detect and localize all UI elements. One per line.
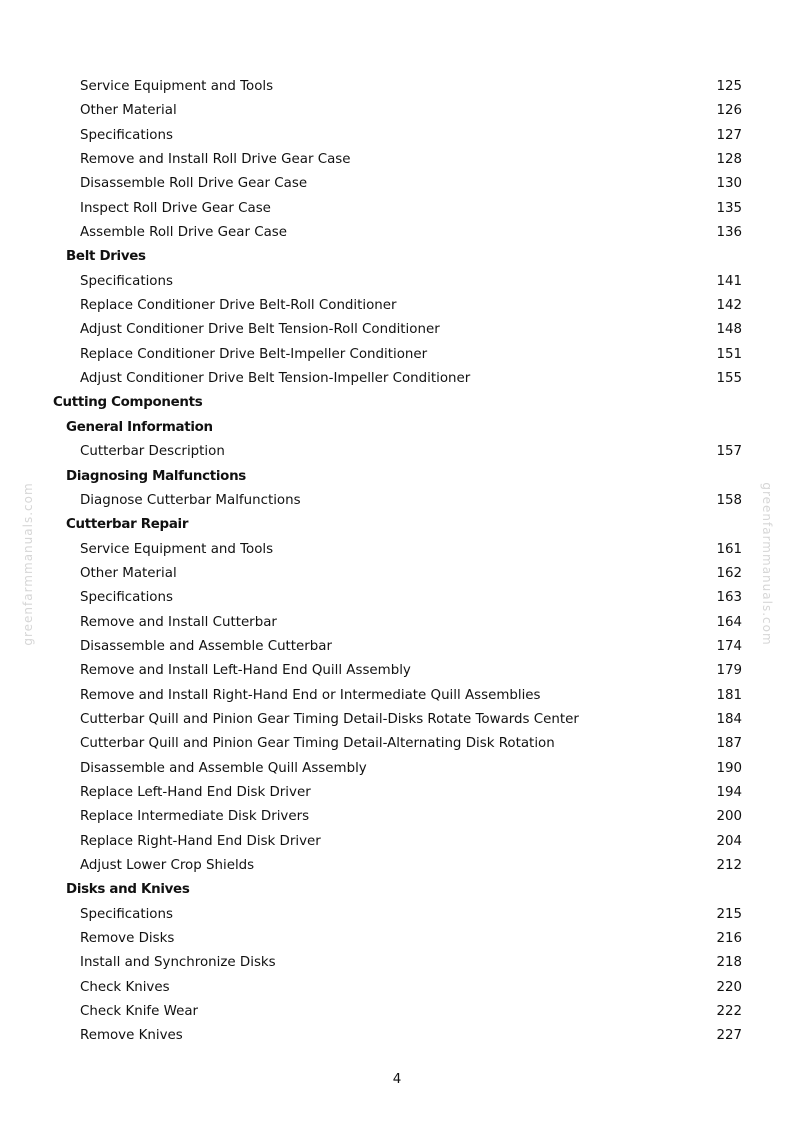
toc-entry-page-number: 200 <box>716 809 742 825</box>
toc-entry[interactable] <box>0 586 794 610</box>
toc-entry[interactable] <box>0 854 794 878</box>
toc-entry-title: Specifications <box>80 273 173 289</box>
toc-entry-title: Disassemble and Assemble Cutterbar <box>80 638 333 654</box>
toc-entry-page-number: 194 <box>716 784 742 800</box>
toc-section-heading <box>0 245 794 269</box>
toc-entry-title: Cutting Components <box>53 395 203 411</box>
toc-entry[interactable] <box>0 708 794 732</box>
toc-entry[interactable] <box>0 659 794 683</box>
toc-entry-title: Remove Knives <box>80 1028 183 1044</box>
toc-entry-page-number: 136 <box>716 225 742 241</box>
toc-entry[interactable] <box>0 270 794 294</box>
toc-entry-title: Specifications <box>80 127 173 143</box>
toc-entry[interactable] <box>0 172 794 196</box>
toc-entry[interactable] <box>0 635 794 659</box>
toc-entry-page-number: 227 <box>716 1028 742 1044</box>
toc-entry-title: Remove and Install Roll Drive Gear Case <box>80 152 351 168</box>
toc-entry-title: Cutterbar Description <box>80 444 225 460</box>
toc-entry[interactable] <box>0 1000 794 1024</box>
toc-entry-page-number: 130 <box>716 176 742 192</box>
toc-entry-title: Check Knife Wear <box>80 1004 199 1020</box>
toc-entry-title: Diagnose Cutterbar Malfunctions <box>80 492 301 508</box>
toc-entry-page-number: 148 <box>716 322 742 338</box>
toc-entry-title: Other Material <box>80 103 177 119</box>
toc-entry-page-number: 161 <box>716 541 742 557</box>
toc-entry-page-number: 179 <box>716 663 742 679</box>
toc-entry-page-number: 125 <box>716 79 742 94</box>
toc-entry[interactable] <box>0 805 794 829</box>
toc-entry-page-number: 127 <box>716 127 742 143</box>
toc-entry-title: Install and Synchronize Disks <box>80 955 276 971</box>
table-of-contents <box>0 75 794 1049</box>
toc-entry-page-number: 187 <box>716 736 742 752</box>
toc-entry-page-number: 157 <box>716 444 742 460</box>
toc-entry-page-number: 218 <box>716 955 742 971</box>
toc-entry-page-number: 181 <box>716 687 742 703</box>
toc-section-heading <box>0 465 794 489</box>
toc-entry-title: Disassemble and Assemble Quill Assembly <box>80 760 367 776</box>
toc-entry-page-number: 174 <box>716 638 742 654</box>
toc-entry[interactable] <box>0 611 794 635</box>
toc-entry[interactable] <box>0 75 794 99</box>
toc-entry-title: Inspect Roll Drive Gear Case <box>80 200 271 216</box>
toc-entry-title: Replace Left-Hand End Disk Driver <box>80 784 311 800</box>
toc-entry-title: Other Material <box>80 565 177 581</box>
toc-entry-title: Disassemble Roll Drive Gear Case <box>80 176 308 192</box>
toc-entry[interactable] <box>0 781 794 805</box>
toc-entry[interactable] <box>0 367 794 391</box>
toc-entry-title: Remove Disks <box>80 931 175 947</box>
toc-entry-title: Remove and Install Cutterbar <box>80 614 277 630</box>
toc-entry-title: Replace Right-Hand End Disk Driver <box>80 833 321 849</box>
toc-entry[interactable] <box>0 976 794 1000</box>
toc-section-heading <box>0 416 794 440</box>
toc-entry[interactable] <box>0 440 794 464</box>
watermark-left: greenfarmmanuals.com <box>21 482 35 646</box>
toc-chapter-heading <box>0 391 794 415</box>
toc-entry[interactable] <box>0 757 794 781</box>
toc-entry-page-number: 164 <box>716 614 742 630</box>
toc-entry-page-number: 220 <box>716 979 742 995</box>
toc-entry[interactable] <box>0 1024 794 1048</box>
toc-entry-title: Belt Drives <box>66 249 146 265</box>
toc-entry-title: Remove and Install Right-Hand End or Intermediate Quill Assemblies <box>80 687 541 703</box>
toc-entry-page-number: 135 <box>716 200 742 216</box>
toc-entry[interactable] <box>0 732 794 756</box>
toc-entry-page-number: 128 <box>716 152 742 168</box>
toc-entry-title: Adjust Lower Crop Shields <box>80 858 255 873</box>
toc-entry-title: Replace Intermediate Disk Drivers <box>80 809 310 825</box>
toc-entry[interactable] <box>0 903 794 927</box>
toc-entry-title: Adjust Conditioner Drive Belt Tension-Impeller Conditioner <box>80 371 471 387</box>
toc-entry[interactable] <box>0 99 794 123</box>
toc-entry-page-number: 142 <box>716 298 742 314</box>
toc-entry[interactable] <box>0 562 794 586</box>
toc-entry-title: Adjust Conditioner Drive Belt Tension-Roll Conditioner <box>80 322 440 338</box>
toc-entry[interactable] <box>0 221 794 245</box>
toc-entry-page-number: 184 <box>716 711 742 727</box>
toc-entry-page-number: 163 <box>716 590 742 606</box>
toc-entry-title: Disks and Knives <box>66 882 190 898</box>
watermark-right: greenfarmmanuals.com <box>760 482 774 646</box>
toc-entry-page-number: 151 <box>716 346 742 362</box>
toc-entry[interactable] <box>0 318 794 342</box>
toc-entry-page-number: 222 <box>716 1004 742 1020</box>
toc-entry[interactable] <box>0 489 794 513</box>
toc-entry-page-number: 212 <box>716 858 742 873</box>
toc-entry-page-number: 155 <box>716 371 742 387</box>
toc-entry[interactable] <box>0 538 794 562</box>
toc-entry[interactable] <box>0 343 794 367</box>
toc-entry[interactable] <box>0 830 794 854</box>
toc-entry-title: Replace Conditioner Drive Belt-Roll Conditioner <box>80 298 397 314</box>
toc-entry-title: Service Equipment and Tools <box>80 79 274 94</box>
toc-entry-title: Cutterbar Repair <box>66 517 189 533</box>
toc-entry-page-number: 215 <box>716 906 742 922</box>
toc-entry-title: Specifications <box>80 906 173 922</box>
toc-entry-title: Cutterbar Quill and Pinion Gear Timing Detail-Disks Rotate Towards Center <box>80 711 579 727</box>
toc-entry[interactable] <box>0 294 794 318</box>
toc-entry-title: Service Equipment and Tools <box>80 541 274 557</box>
toc-entry[interactable] <box>0 124 794 148</box>
toc-entry[interactable] <box>0 684 794 708</box>
toc-entry-title: Cutterbar Quill and Pinion Gear Timing Detail-Alternating Disk Rotation <box>80 736 555 752</box>
toc-entry-title: Diagnosing Malfunctions <box>66 468 246 484</box>
page-number: 4 <box>392 1072 402 1087</box>
toc-section-heading <box>0 878 794 902</box>
toc-entry[interactable] <box>0 148 794 172</box>
toc-entry[interactable] <box>0 197 794 221</box>
toc-entry-title: Remove and Install Left-Hand End Quill Assembly <box>80 663 411 679</box>
toc-entry-page-number: 162 <box>716 565 742 581</box>
toc-entry-page-number: 216 <box>716 931 742 947</box>
toc-entry[interactable] <box>0 927 794 951</box>
toc-entry-title: Replace Conditioner Drive Belt-Impeller Conditioner <box>80 346 428 362</box>
toc-entry-title: Specifications <box>80 590 173 606</box>
toc-entry-title: General Information <box>66 419 213 435</box>
toc-entry-title: Check Knives <box>80 979 170 995</box>
toc-entry-title: Assemble Roll Drive Gear Case <box>80 225 288 241</box>
toc-entry-page-number: 190 <box>716 760 742 776</box>
toc-entry-page-number: 158 <box>716 492 742 508</box>
toc-entry-page-number: 126 <box>716 103 742 119</box>
toc-entry-page-number: 204 <box>716 833 742 849</box>
toc-entry[interactable] <box>0 951 794 975</box>
toc-entry-page-number: 141 <box>716 273 742 289</box>
toc-section-heading <box>0 513 794 537</box>
